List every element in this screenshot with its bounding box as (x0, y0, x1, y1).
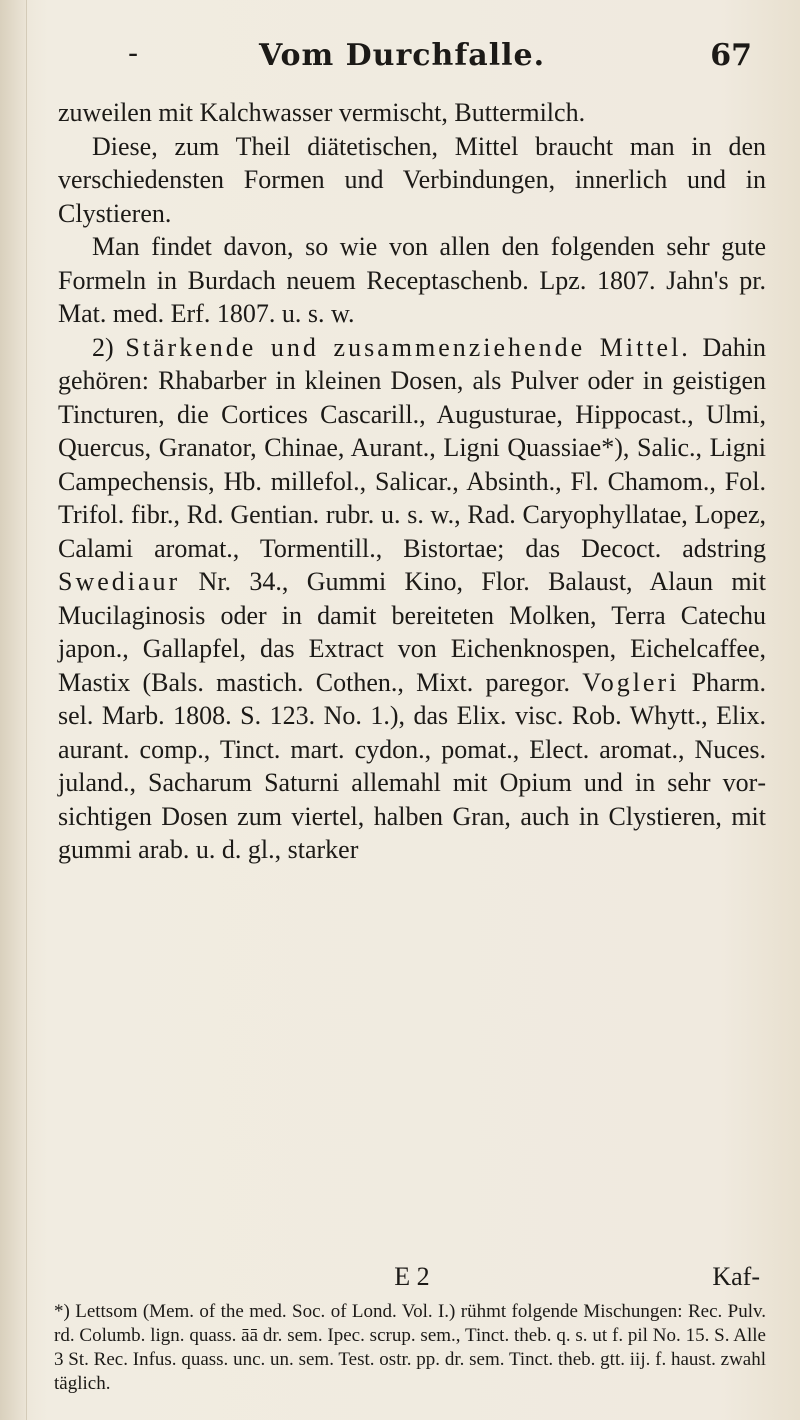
paragraph-continuation: zuweilen mit Kalchwasser vermischt, Buttermilch. (58, 98, 586, 127)
binding-gutter (0, 0, 27, 1420)
section-number: 2) (92, 332, 114, 362)
header-dash: - (128, 36, 139, 71)
author-name: Swediaur (58, 567, 181, 596)
author-name-2: Vogleri (582, 667, 680, 697)
paragraph-formulas: Man findet davon, so wie von allen den folgenden sehr gute Formeln in Burdach neuem Receptaschenb. Lpz. 1807. Jahn's pr. Mat. med. Erf. 1807. u. s. w. (58, 232, 766, 328)
section-heading: Stärkende und zusammenziehende Mittel. (125, 332, 691, 362)
page-number: 67 (710, 38, 752, 73)
running-title: Vom Durchfalle. (258, 38, 546, 73)
section-text-continued: Nr. 34., Gummi Kino, Flor. Balaust, Alaun mit Mucilaginosis oder in damit bereiteten Molken, Terra Catechu japon., Gallapfel, das Extract von Eichenknospen, Eichelcaffee, Mastix (Bals. mastich. Cothen., Mixt. paregor. (58, 567, 767, 697)
catchword: Kaf- (712, 1262, 760, 1291)
footnote-text: *) Lettsom (Mem. of the med. Soc. of Lond. Vol. I.) rühmt folgende Mischungen: Rec. Pulv. rd. Columb. lign. quass. āā dr. sem. Ipec. scrup. sem., Tinct. theb. q. s. ut f. pil No. 15. S. Alle 3 St. Rec. Infus. quass. unc. un. sem. Test. ostr. pp. dr. sem. Tinct. theb. gtt. iij. f. haust. zwahl täglich. (54, 1301, 766, 1394)
page-header (40, 34, 764, 84)
footnote (54, 1300, 766, 1396)
section-text-end: Pharm. sel. Marb. 1808. S. 123. No. 1.), das Elix. visc. Rob. Whytt., Elix. aurant. comp., Tinct. mart. cydon., pomat., Elect. aromat., Nuces. juland., Sacharum Saturni allemahl mit Opium und in sehr vorsichtigen Dosen zum viertel, halben Gran, auch in Clystieren, mit gummi arab. u. d. gl., starker (58, 667, 767, 864)
paragraph-strengthening-remedies (58, 331, 766, 867)
page-footer (58, 1262, 766, 1294)
main-text (58, 96, 766, 867)
section-text: Dahin gehören: Rhabarber in kleinen Dosen, als Pulver oder in geistigen Tincturen, die Cortices Cascarill., Augusturae, Hippocast., Ulmi, Quercus, Granator, Chinae, Aurant., Ligni Quassiae*), Salic., Ligni Campechensis, Hb. millefol., Salicar., Absinth., Fl. Chamom., Fol. Trifol. fibr., Rd. Gentian. rubr. u. s. w., Rad. Caryophyllatae, Lopez, Calami aromat., Tormentill., Bistortae; das Decoct. adstring (58, 332, 766, 563)
signature-mark: E 2 (394, 1262, 430, 1291)
paragraph-diet: Diese, zum Theil diätetischen, Mittel braucht man in den verschiedensten Formen und Verbindungen, innerlich und in Clystieren. (58, 131, 766, 228)
